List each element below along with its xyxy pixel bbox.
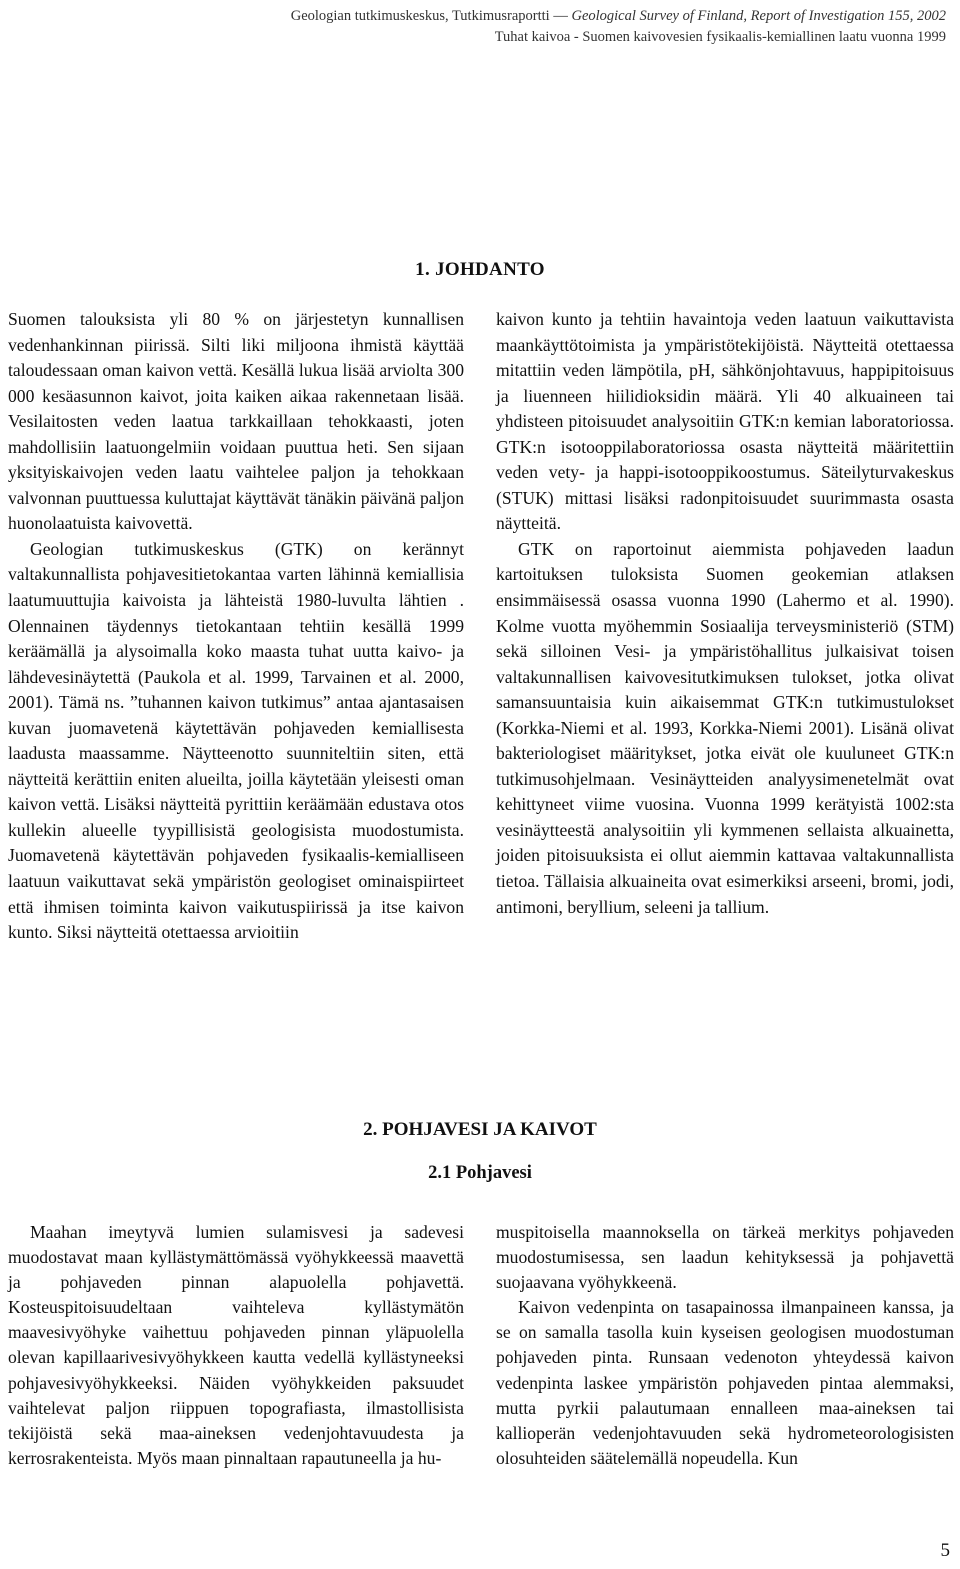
paragraph: kaivon kunto ja tehtiin havaintoja veden laatuun vaikuttavista maankäyttötoimista ja ympäristötekijöistä. Näytteitä otettaessa mitattiin veden lämpötila, pH, sähkönjohtavuus, happipitoisuus ja liuenneen hiilidioksidin määrä. Yli 40 alkuaineen tai yhdisteen pitoisuudet analysoitiin GTK:n kemian laboratoriossa. GTK:n isotooppilaboratoriossa osasta näytteitä määritettiin veden vety- ja happi-isotooppikoostumus. Säteilyturvakeskus (STUK) mittasi lisäksi radonpitoisuudet suurimmasta osasta näytteitä. [496,309,954,534]
section-1-right-column [496,307,954,920]
header-line-1 [6,6,946,27]
header-line-2: Tuhat kaivoa - Suomen kaivovesien fysikaalis-kemiallinen laatu vuonna 1999 [494,29,946,45]
page-number: 5 [940,1540,950,1561]
header-publisher: Geologian tutkimuskeskus, Tutkimusraportti — [290,8,572,24]
paragraph: Maahan imeytyvä lumien sulamisvesi ja sadevesi muodostavat maan kyllästymättömässä vyöhykkeessä maavettä ja pohjaveden pinnan alapuolella pohjavettä. Kosteuspitoisuudeltaan vaihteleva kyllästymätön maavesivyöhyke vaihettuu pohjaveden pinnan yläpuolella olevan kapillaarivesivyöhykkeen kautta vedellä kyllästyneeksi pohjavesivyöhykkeeksi. Näiden vyöhykkeiden paksuudet vaihtelevat paljon riippuen topografiasta, ilmastollisista tekijöistä sekä maa-aineksen vedenjohtavuudesta ja kerrosrakenteista. Myös maan pinnaltaan rapautuneella ja hu- [8,1222,464,1468]
subsection-2-1-heading: 2.1 Pohjavesi [428,1163,532,1183]
paragraph: Geologian tutkimuskeskus (GTK) on kerännyt valtakunnallista pohjavesitietokantaa varten lähinnä kemiallisia laatumuuttujia kaivoista ja lähteistä 1980-luvulta lähtien . Olennainen täydennys tietokantaan tehtiin kesällä 1999 keräämällä ja alysoimalla koko maasta tuhat uutta kaivo- ja lähdevesinäytettä (Paukola et al. 1999, Tarvainen et al. 2000, 2001). Tämä ns. ”tuhannen kaivon tutkimus” antaa ajantasaisen kuvan juomavetenä käytettävän pohjaveden kemiallisesta laadusta maassamme. Näytteenotto suunniteltiin siten, että näytteitä kerättiin eniten alueilta, joilla käytetään yleisesti oman kaivon vettä. Lisäksi näytteitä pyrittiin keräämään edustava otos kullekin alueelle tyypillisistä geologisista muodostumista. Juomavetenä käytettävän pohjaveden fysikaalis-kemialliseen laatuun vaikuttavat sekä ympäristön geologiset ominaispiirteet että ihmisen toiminta kaivon vaikutuspiirissä ja itse kaivon kunto. Siksi näytteitä otettaessa arvioitiin [8,538,464,943]
section-2-heading: 2. POHJAVESI JA KAIVOT [363,1119,597,1140]
section-1-heading: 1. JOHDANTO [415,259,545,280]
paragraph: Kaivon vedenpinta on tasapainossa ilmanpaineen kanssa, ja se on samalla tasolla kuin kyseisen geologisen muodostuman pohjaveden pinta. Runsaan vedenoton yhteydessä kaivon vedenpinta laskee ympäristön pohjaveden pintaa alemmaksi, mutta pyrkii palautumaan ennalleen maa-aineksen tai kallioperän vedenjohtavuuden sekä hydrometeorologisisten olosuhteiden säätelemällä nopeudella. Kun [496,1297,954,1468]
running-header [6,6,946,48]
paragraph: Suomen talouksista yli 80 % on järjestetyn kunnallisen vedenhankinnan piirissä. Silti liki miljoona ihmistä käyttää taloudessaan oman kaivon vettä. Kesällä lukua lisää arviolta 300 000 kesäasunnon kaivot, joita kaiken aikaa rakennetaan lisää. Vesilaitosten veden laatua tarkkaillaan tehokkaasti, joten mahdollisiin laatuongelmiin voidaan puuttua heti. Sen sijaan yksityiskaivojen veden laatu vaihtelee paljon ja tehokkaan valvonnan puuttuessa kuluttajat käyttävät tänäkin päivänä paljon huonolaatuista kaivovettä. [8,309,464,534]
paragraph: muspitoisella maannoksella on tärkeä merkitys pohjaveden muodostumisessa, sen laadun kehityksessä ja pohjavettä suojaavana vyöhykkeenä. [496,1222,954,1293]
section-1-left-column [8,307,464,946]
paragraph: GTK on raportoinut aiemmista pohjaveden laadun kartoituksen tuloksista Suomen geokemian atlaksen ensimmäisessä osassa vuonna 1990 (Lahermo et al. 1990). Kolme vuotta myöhemmin Sosiaalija terveysministeriö (STM) sekä silloinen Vesi- ja ympäristöhallitus julkaisivat toisen valtakunnallisen kaivovesitutkimuksen tulokset, jotka olivat samansuuntaisia kuin aikaisemmat GTK:n tutkimustulokset (Korkka-Niemi et al. 1993, Korkka-Niemi 2001). Lisänä olivat bakteriologiset määritykset, jotka eivät ole kuuluneet GTK:n tutkimusohjelmaan. Vesinäytteiden analyysimenetelmät ovat kehittyneet viime vuosina. Vuonna 1999 kerätyistä 1002:sta vesinäytteestä analysoitiin yli kymmenen sellaista alkuainetta, joiden pitoisuuksista ei ollut aiemmin kattavaa valtakunnallista tietoa. Tällaisia alkuaineita ovat esimerkiksi arseeni, bromi, jodi, antimoni, beryllium, seleeni ja tallium. [496,538,954,917]
section-2-left-column [8,1220,464,1471]
section-2-right-column [496,1220,954,1471]
header-series: Geological Survey of Finland, Report of Investigation 155, 2002 [571,8,946,24]
